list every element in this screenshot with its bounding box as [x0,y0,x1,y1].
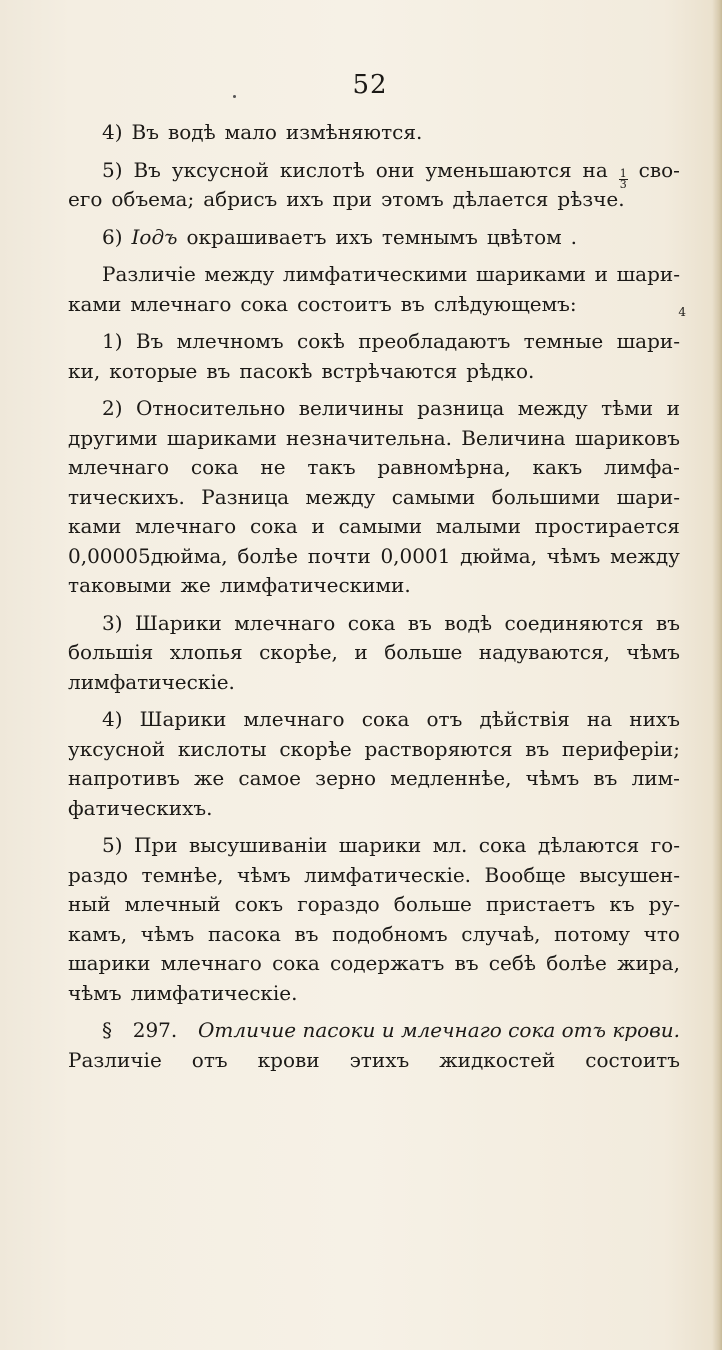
word: этомъ [381,187,444,211]
word: надуваются, [478,640,610,664]
word: къ [609,892,635,916]
word: шари- [616,484,680,509]
word: слѣдующемъ: [433,291,577,316]
word: 4) [102,707,123,731]
text-line [68,394,680,424]
word: водѣ [444,610,493,635]
word: и [666,396,680,420]
word: соединяются [504,610,644,635]
word: Шарики [139,707,227,731]
word: между [610,543,680,568]
word: ки, [68,358,101,383]
word: Разница [201,484,290,509]
word: ками [68,514,122,538]
word: незначительна. [286,425,452,450]
text-line [68,260,680,290]
word: Шарики [135,610,222,635]
word: скорѣе, [259,640,338,664]
word: Въ [135,329,164,353]
word: между [305,484,376,509]
word: малыми [435,514,521,538]
word: болѣе [237,543,299,568]
word: больше [393,892,472,916]
word: шари- [616,262,680,286]
word: чѣмъ [140,921,195,946]
word: ру- [648,892,680,916]
word: млечномъ [176,329,284,353]
word: другими [68,425,158,450]
word: сока [240,291,289,316]
word: При [133,833,178,857]
page-edge-shadow [712,0,722,1350]
word: темнымъ [381,224,478,249]
word: периферіи; [561,736,680,761]
word: шариковъ [574,425,680,450]
word: млечнаго [130,291,232,316]
body-text [68,118,686,1075]
word: ками [68,291,122,316]
word: между [204,262,275,286]
word: въ [655,610,680,635]
word: дюйма, [460,543,538,568]
word: пасокѣ [239,358,313,383]
word: и [311,514,325,538]
word: Величина [461,425,566,450]
text-line [68,764,680,794]
word: сока [478,833,527,857]
word: 0,00005дюйма, [68,543,228,568]
word: зерно [315,766,377,790]
text-line [68,705,680,735]
word: сока [250,514,298,538]
word: сокѣ [297,329,345,353]
word: самое [238,766,301,790]
page-number: 52 [352,70,388,100]
word: при [332,187,373,211]
word: водѣ [167,120,216,144]
text-line [68,949,680,979]
word: чѣмъ [68,980,122,1005]
word: 3) [102,610,123,635]
word: на [586,707,613,731]
word: величины [298,396,404,420]
text-line [68,1046,680,1076]
word: темные [523,329,604,353]
word: Въ [133,157,161,182]
word: мл. [432,833,468,857]
word: фатическихъ. [68,795,213,820]
word: какъ [532,455,583,479]
word: Различіе [68,1047,162,1072]
word: въ [525,736,550,761]
word: что [643,921,680,946]
word: уксусной [171,157,269,182]
word: лимфа- [603,455,680,479]
word: чѣмъ [626,640,680,664]
word: высушиваніи [189,833,328,857]
word: Въ [131,120,159,144]
word: въ [593,766,618,790]
text-line [68,571,680,601]
word: кислоты [177,736,267,761]
word: рѣдко. [466,358,535,383]
word: его [68,187,103,211]
word: растворяются [364,736,513,761]
word: встрѣчаются [321,358,458,383]
word: простирается [534,514,680,538]
word: объема; [111,187,195,211]
text-line [68,290,686,320]
word: млечнаго [243,707,345,731]
text-line [68,1016,680,1046]
word: большія [68,640,154,664]
word: состоитъ [297,291,392,316]
word: себѣ [488,951,536,975]
word: самыми [391,484,476,509]
word: шариками [166,425,277,450]
word: нихъ [629,707,680,731]
word: 1) [102,329,123,353]
word: § [102,1018,112,1042]
word: и [594,262,608,286]
word: же [180,573,211,597]
text-line [68,118,680,148]
word: лимфатическіе. [304,862,472,887]
text-line [68,327,680,357]
word: высушен- [579,862,680,887]
word: лим- [631,766,680,790]
word: тѣми [601,396,654,420]
word: млечнаго [68,455,170,479]
word: болѣе [546,951,607,975]
word: 5) [102,157,123,182]
text-line [68,735,680,765]
word: лимфатическіе. [68,669,235,694]
word: лимфатическими [282,262,468,286]
word: подобномъ [332,921,448,946]
word: въ [454,951,479,975]
text-line [68,357,680,387]
word: дѣйствія [479,707,570,731]
word: больше [384,640,463,664]
section-heading: Отличие пасоки и млечнаго сока отъ крови. [198,1018,680,1042]
word: ихъ [286,187,324,211]
word: между [517,396,588,420]
fraction-numerator: 1 [619,166,627,180]
word: же [194,766,225,790]
word: 297. [132,1018,178,1042]
word: ихъ [335,224,373,249]
word: почти [307,543,371,568]
word: жидкостей [439,1047,556,1072]
text-line [68,979,680,1009]
word: въ [400,291,425,316]
word: этихъ [349,1047,410,1072]
word: рѣзче. [557,187,625,211]
word: ный [68,892,111,916]
word: сока [347,610,396,635]
word: сво- [638,157,680,182]
word: 6) [102,224,123,249]
word: большими [491,484,601,509]
word: состоитъ [585,1047,680,1072]
word: пристаетъ [485,892,596,916]
word: 5) [102,833,123,857]
word: жира, [617,951,680,975]
margin-mark: 4 [678,304,686,319]
word: въ [407,610,432,635]
word: . [570,224,578,249]
word: камъ, [68,921,128,946]
word: и [354,640,368,664]
word: млечнаго [135,514,237,538]
word: лимфатическіе. [130,980,298,1005]
word: таковыми [68,573,172,597]
word: 0,0001 [380,543,451,568]
word: 2) [102,396,123,420]
word: крови [257,1047,320,1072]
word: случаѣ, [461,921,541,946]
word: шари- [616,329,680,353]
word: сокъ [234,892,284,916]
text-line [68,424,680,454]
word: не [260,455,286,479]
word: темнѣе, [141,862,224,887]
word: дѣлаются [537,833,640,857]
word: измѣняются. [285,120,423,144]
word: напротивъ [68,766,180,790]
word: мало [224,120,277,144]
text-line [68,156,680,191]
word: лимфатическими. [219,573,411,597]
fraction-denominator: 3 [619,177,627,191]
word: хлопья [169,640,243,664]
word: отъ [426,707,463,731]
text-line [68,185,680,215]
word: потому [554,921,630,946]
word: шариками [476,262,586,286]
word: дѣлается [452,187,549,211]
word: кислотѣ [279,157,365,182]
word: гораздо [297,892,380,916]
word: сока [272,951,320,975]
word: абрисъ [203,187,278,211]
word: чѣмъ [237,862,291,887]
italic-term: Іодъ [131,224,178,249]
text-line [68,861,680,891]
word: го- [650,833,680,857]
word: сока [190,455,239,479]
word: Различіе [102,262,196,286]
word: такъ [307,455,356,479]
text-line [68,483,680,513]
word: раздо [68,862,128,887]
text-line [68,453,680,483]
word: разница [417,396,505,420]
word: медленнѣе, [390,766,512,790]
word: которые [109,358,198,383]
text-line [68,512,680,542]
text-line [68,638,680,668]
text-line [68,831,680,861]
word: уксусной [68,736,166,761]
word: млечный [124,892,221,916]
text-line [68,794,680,824]
word: преобладаютъ [358,329,511,353]
word: млечнаго [160,951,262,975]
word: уменьшаются [425,157,572,182]
text-line [68,542,680,572]
word: 4) [102,120,123,144]
word: млечнаго [234,610,336,635]
text-line [68,890,680,920]
word: равномѣрна, [377,455,511,479]
word: скорѣе [279,736,352,761]
word: чѣмъ [525,766,580,790]
word: Относительно [136,396,286,420]
word: Вообще [484,862,566,887]
text-line [68,668,680,698]
word: на [582,157,608,182]
word: сока [361,707,410,731]
word: содержатъ [330,951,445,975]
word: шарики [338,833,422,857]
word: тическихъ. [68,484,185,509]
word: шарики [68,951,151,975]
text-line [68,223,680,253]
word: они [375,157,415,182]
word: чѣмъ [546,543,601,568]
word: цвѣтом [486,224,562,249]
word: отъ [191,1047,228,1072]
text-line [68,609,680,639]
text-line [68,920,680,950]
word: самыми [338,514,423,538]
word: пасока [207,921,281,946]
word: въ [294,921,319,946]
word: въ [206,358,231,383]
word: окрашиваетъ [186,224,327,249]
